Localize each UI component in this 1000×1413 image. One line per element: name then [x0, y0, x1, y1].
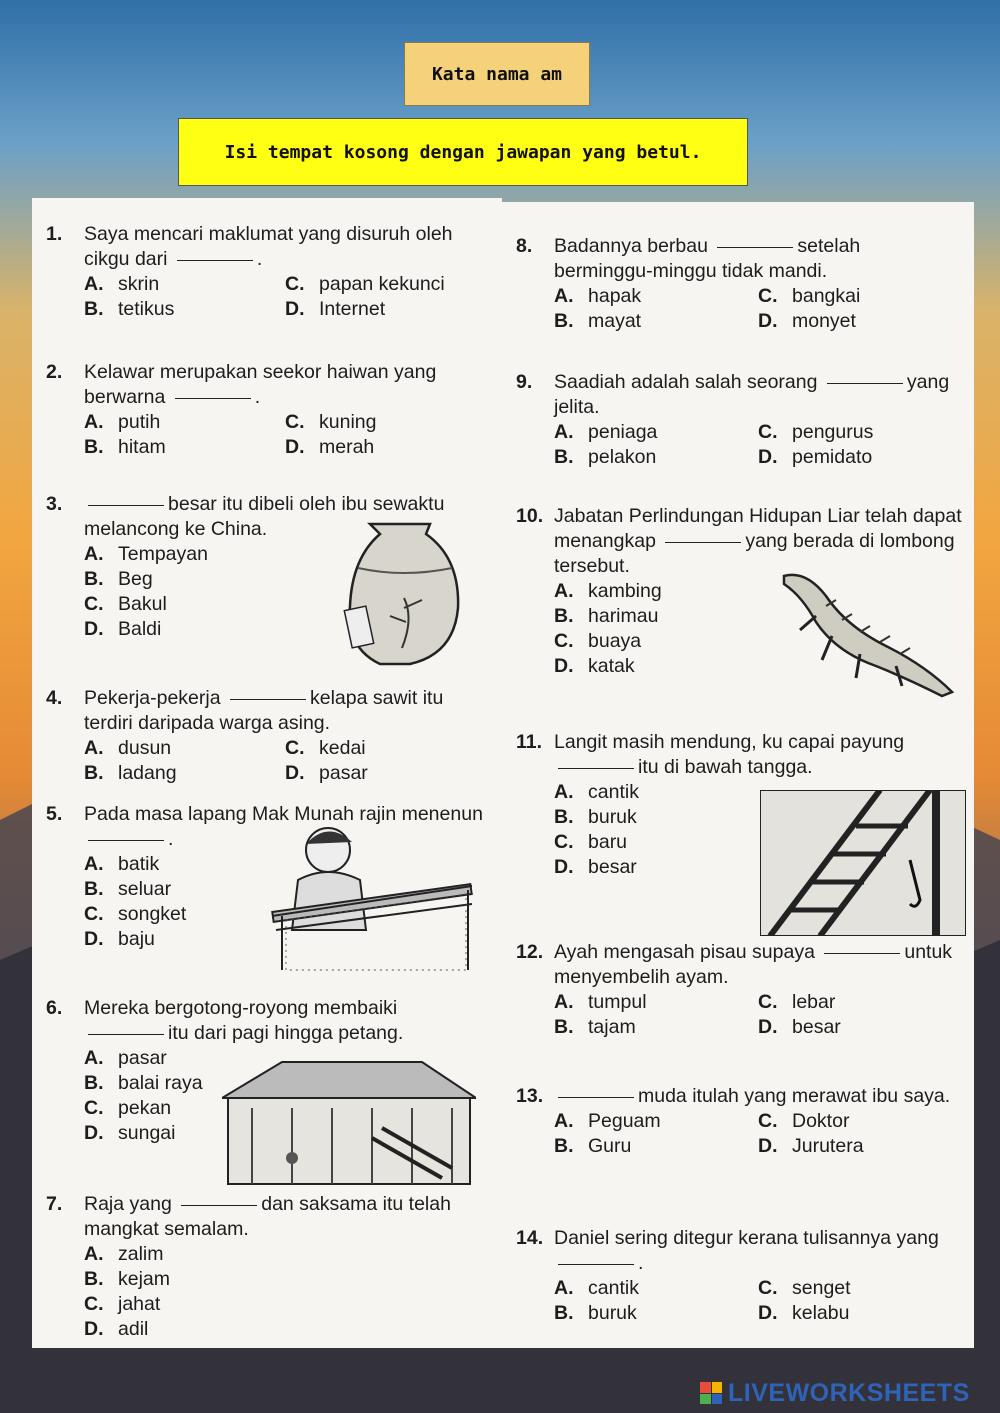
option-d[interactable]: D. monyet — [758, 310, 856, 332]
question-3: 3. besar itu dibeli oleh ibu sewaktu melancong ke China. A. Tempayan B. Beg C. Bakul D. Baldi — [46, 492, 486, 642]
option-d[interactable]: D. katak — [554, 655, 635, 677]
answer-blank[interactable] — [88, 1034, 164, 1035]
option-a[interactable]: A. batik — [84, 853, 160, 875]
option-b[interactable]: B. hitam — [84, 436, 166, 458]
option-c[interactable]: C. Bakul — [84, 593, 167, 615]
answer-blank[interactable] — [827, 383, 903, 384]
option-a[interactable]: A. peniaga — [554, 421, 658, 443]
option-c[interactable]: C. bangkai — [758, 285, 861, 307]
option-d[interactable]: D. baju — [84, 928, 155, 950]
option-a[interactable]: A. zalim — [84, 1243, 164, 1265]
option-d[interactable]: D. adil — [84, 1318, 149, 1340]
option-a[interactable]: A. kambing — [554, 580, 662, 602]
question-7: 7. Raja yang dan saksama itu telah mangkat semalam. A. zalim B. kejam C. jahat D. adil — [46, 1192, 486, 1342]
option-b[interactable]: B. pelakon — [554, 446, 657, 468]
option-b[interactable]: B. Beg — [84, 568, 153, 590]
option-c[interactable]: C. senget — [758, 1277, 851, 1299]
option-a[interactable]: A. cantik — [554, 781, 639, 803]
option-a[interactable]: A. tumpul — [554, 991, 647, 1013]
answer-blank[interactable] — [558, 1264, 634, 1265]
instruction-banner: Isi tempat kosong dengan jawapan yang betul. — [178, 118, 748, 186]
option-a[interactable]: A. Tempayan — [84, 543, 208, 565]
option-d[interactable]: D. pemidato — [758, 446, 873, 468]
answer-blank[interactable] — [230, 699, 306, 700]
question-9: 9. Saadiah adalah salah seorang yang jelita. A. peniaga C. pengurus B. pelakon D. pemidato — [516, 370, 962, 470]
option-d[interactable]: D. Baldi — [84, 618, 162, 640]
option-c[interactable]: C. Doktor — [758, 1110, 850, 1132]
answer-blank[interactable] — [177, 260, 253, 261]
answer-blank[interactable] — [558, 768, 634, 769]
vase-illustration — [330, 518, 480, 668]
answer-blank[interactable] — [88, 840, 164, 841]
answer-blank[interactable] — [824, 953, 900, 954]
option-a[interactable]: A. pasar — [84, 1047, 167, 1069]
option-b[interactable]: B. harimau — [554, 605, 659, 627]
option-d[interactable]: D. Internet — [285, 298, 386, 320]
option-b[interactable]: B. kejam — [84, 1268, 171, 1290]
liveworksheets-logo[interactable] — [700, 1378, 970, 1408]
option-c[interactable]: C. pekan — [84, 1097, 172, 1119]
option-d[interactable]: D. pasar — [285, 762, 368, 784]
option-a[interactable]: A. putih — [84, 411, 161, 433]
answer-blank[interactable] — [717, 247, 793, 248]
option-a[interactable]: A. Peguam — [554, 1110, 661, 1132]
option-b[interactable]: B. mayat — [554, 310, 642, 332]
option-b[interactable]: B. Guru — [554, 1135, 632, 1157]
answer-blank[interactable] — [558, 1097, 634, 1098]
option-d[interactable]: D. kelabu — [758, 1302, 850, 1324]
weaving-woman-illustration — [262, 820, 476, 980]
option-a[interactable]: A. cantik — [554, 1277, 639, 1299]
question-8: 8. Badannya berbau setelah berminggu-minggu tidak mandi. A. hapak C. bangkai B. mayat D. monyet — [516, 234, 962, 334]
option-a[interactable]: A. dusun — [84, 737, 172, 759]
question-10: 10. Jabatan Perlindungan Hidupan Liar telah dapat menangkap yang berada di lombong tersebut. A. kambing B. harimau C. buaya D. katak — [516, 505, 962, 677]
question-13: 13. muda itulah yang merawat ibu saya. A. Peguam C. Doktor B. Guru D. Jurutera — [516, 1084, 962, 1159]
option-b[interactable]: B. tetikus — [84, 298, 175, 320]
question-text: Saya mencari maklumat yang disuruh oleh cikgu dari — [84, 223, 453, 270]
question-6: 6. Mereka bergotong-royong membaiki itu dari pagi hingga petang. A. pasar B. balai raya C. pekan D. sungai — [46, 996, 486, 1146]
option-b[interactable]: B. tajam — [554, 1016, 636, 1038]
question-5: 5. Pada masa lapang Mak Munah rajin menenun . A. batik B. seluar C. songket D. baju — [46, 802, 486, 952]
option-a[interactable]: A. skrin — [84, 273, 160, 295]
option-a[interactable]: A. hapak — [554, 285, 642, 307]
option-c[interactable]: C. pengurus — [758, 421, 874, 443]
option-c[interactable]: C. lebar — [758, 991, 836, 1013]
answer-blank[interactable] — [88, 505, 164, 506]
option-d[interactable]: D. merah — [285, 436, 375, 458]
option-c[interactable]: C. buaya — [554, 630, 642, 652]
option-d[interactable]: D. besar — [554, 856, 637, 878]
brand-name: LIVEWORKSHEETS — [728, 1378, 970, 1407]
question-14: 14. Daniel sering ditegur kerana tulisannya yang . A. cantik C. senget B. buruk D. kelabu — [516, 1226, 962, 1326]
hall-repair-illustration — [222, 1058, 476, 1186]
option-c[interactable]: C. jahat — [84, 1293, 161, 1315]
question-11: 11. Langit masih mendung, ku capai payung itu di bawah tangga. A. cantik B. buruk C. baru D. besar — [516, 730, 962, 880]
option-c[interactable]: C. kuning — [285, 411, 377, 433]
question-4: 4. Pekerja-pekerja kelapa sawit itu terdiri daripada warga asing. A. dusun C. kedai B. ladang D. pasar — [46, 686, 486, 786]
answer-blank[interactable] — [665, 542, 741, 543]
question-2: 2. Kelawar merupakan seekor haiwan yang berwarna . A. putih C. kuning B. hitam D. merah — [46, 360, 486, 460]
stairs-umbrella-illustration — [760, 790, 966, 936]
answer-blank[interactable] — [181, 1205, 257, 1206]
option-c[interactable]: C. kedai — [285, 737, 366, 759]
option-b[interactable]: B. balai raya — [84, 1072, 203, 1094]
option-b[interactable]: B. buruk — [554, 1302, 637, 1324]
worksheet-title: Kata nama am — [404, 42, 590, 106]
option-d[interactable]: D. sungai — [84, 1122, 176, 1144]
crocodile-illustration — [776, 566, 956, 706]
option-b[interactable]: B. buruk — [554, 806, 637, 828]
answer-blank[interactable] — [175, 398, 251, 399]
question-12: 12. Ayah mengasah pisau supaya untuk menyembelih ayam. A. tumpul C. lebar B. tajam D. besar — [516, 940, 962, 1040]
question-1: 1. Saya mencari maklumat yang disuruh oleh cikgu dari . A. skrin C. papan kekunci B. tetikus D. Internet — [46, 222, 486, 322]
option-c[interactable]: C. papan kekunci — [285, 273, 445, 295]
liveworksheets-icon — [700, 1382, 722, 1404]
option-c[interactable]: C. baru — [554, 831, 628, 853]
option-d[interactable]: D. Jurutera — [758, 1135, 864, 1157]
option-c[interactable]: C. songket — [84, 903, 187, 925]
option-d[interactable]: D. besar — [758, 1016, 841, 1038]
option-b[interactable]: B. seluar — [84, 878, 172, 900]
option-b[interactable]: B. ladang — [84, 762, 177, 784]
